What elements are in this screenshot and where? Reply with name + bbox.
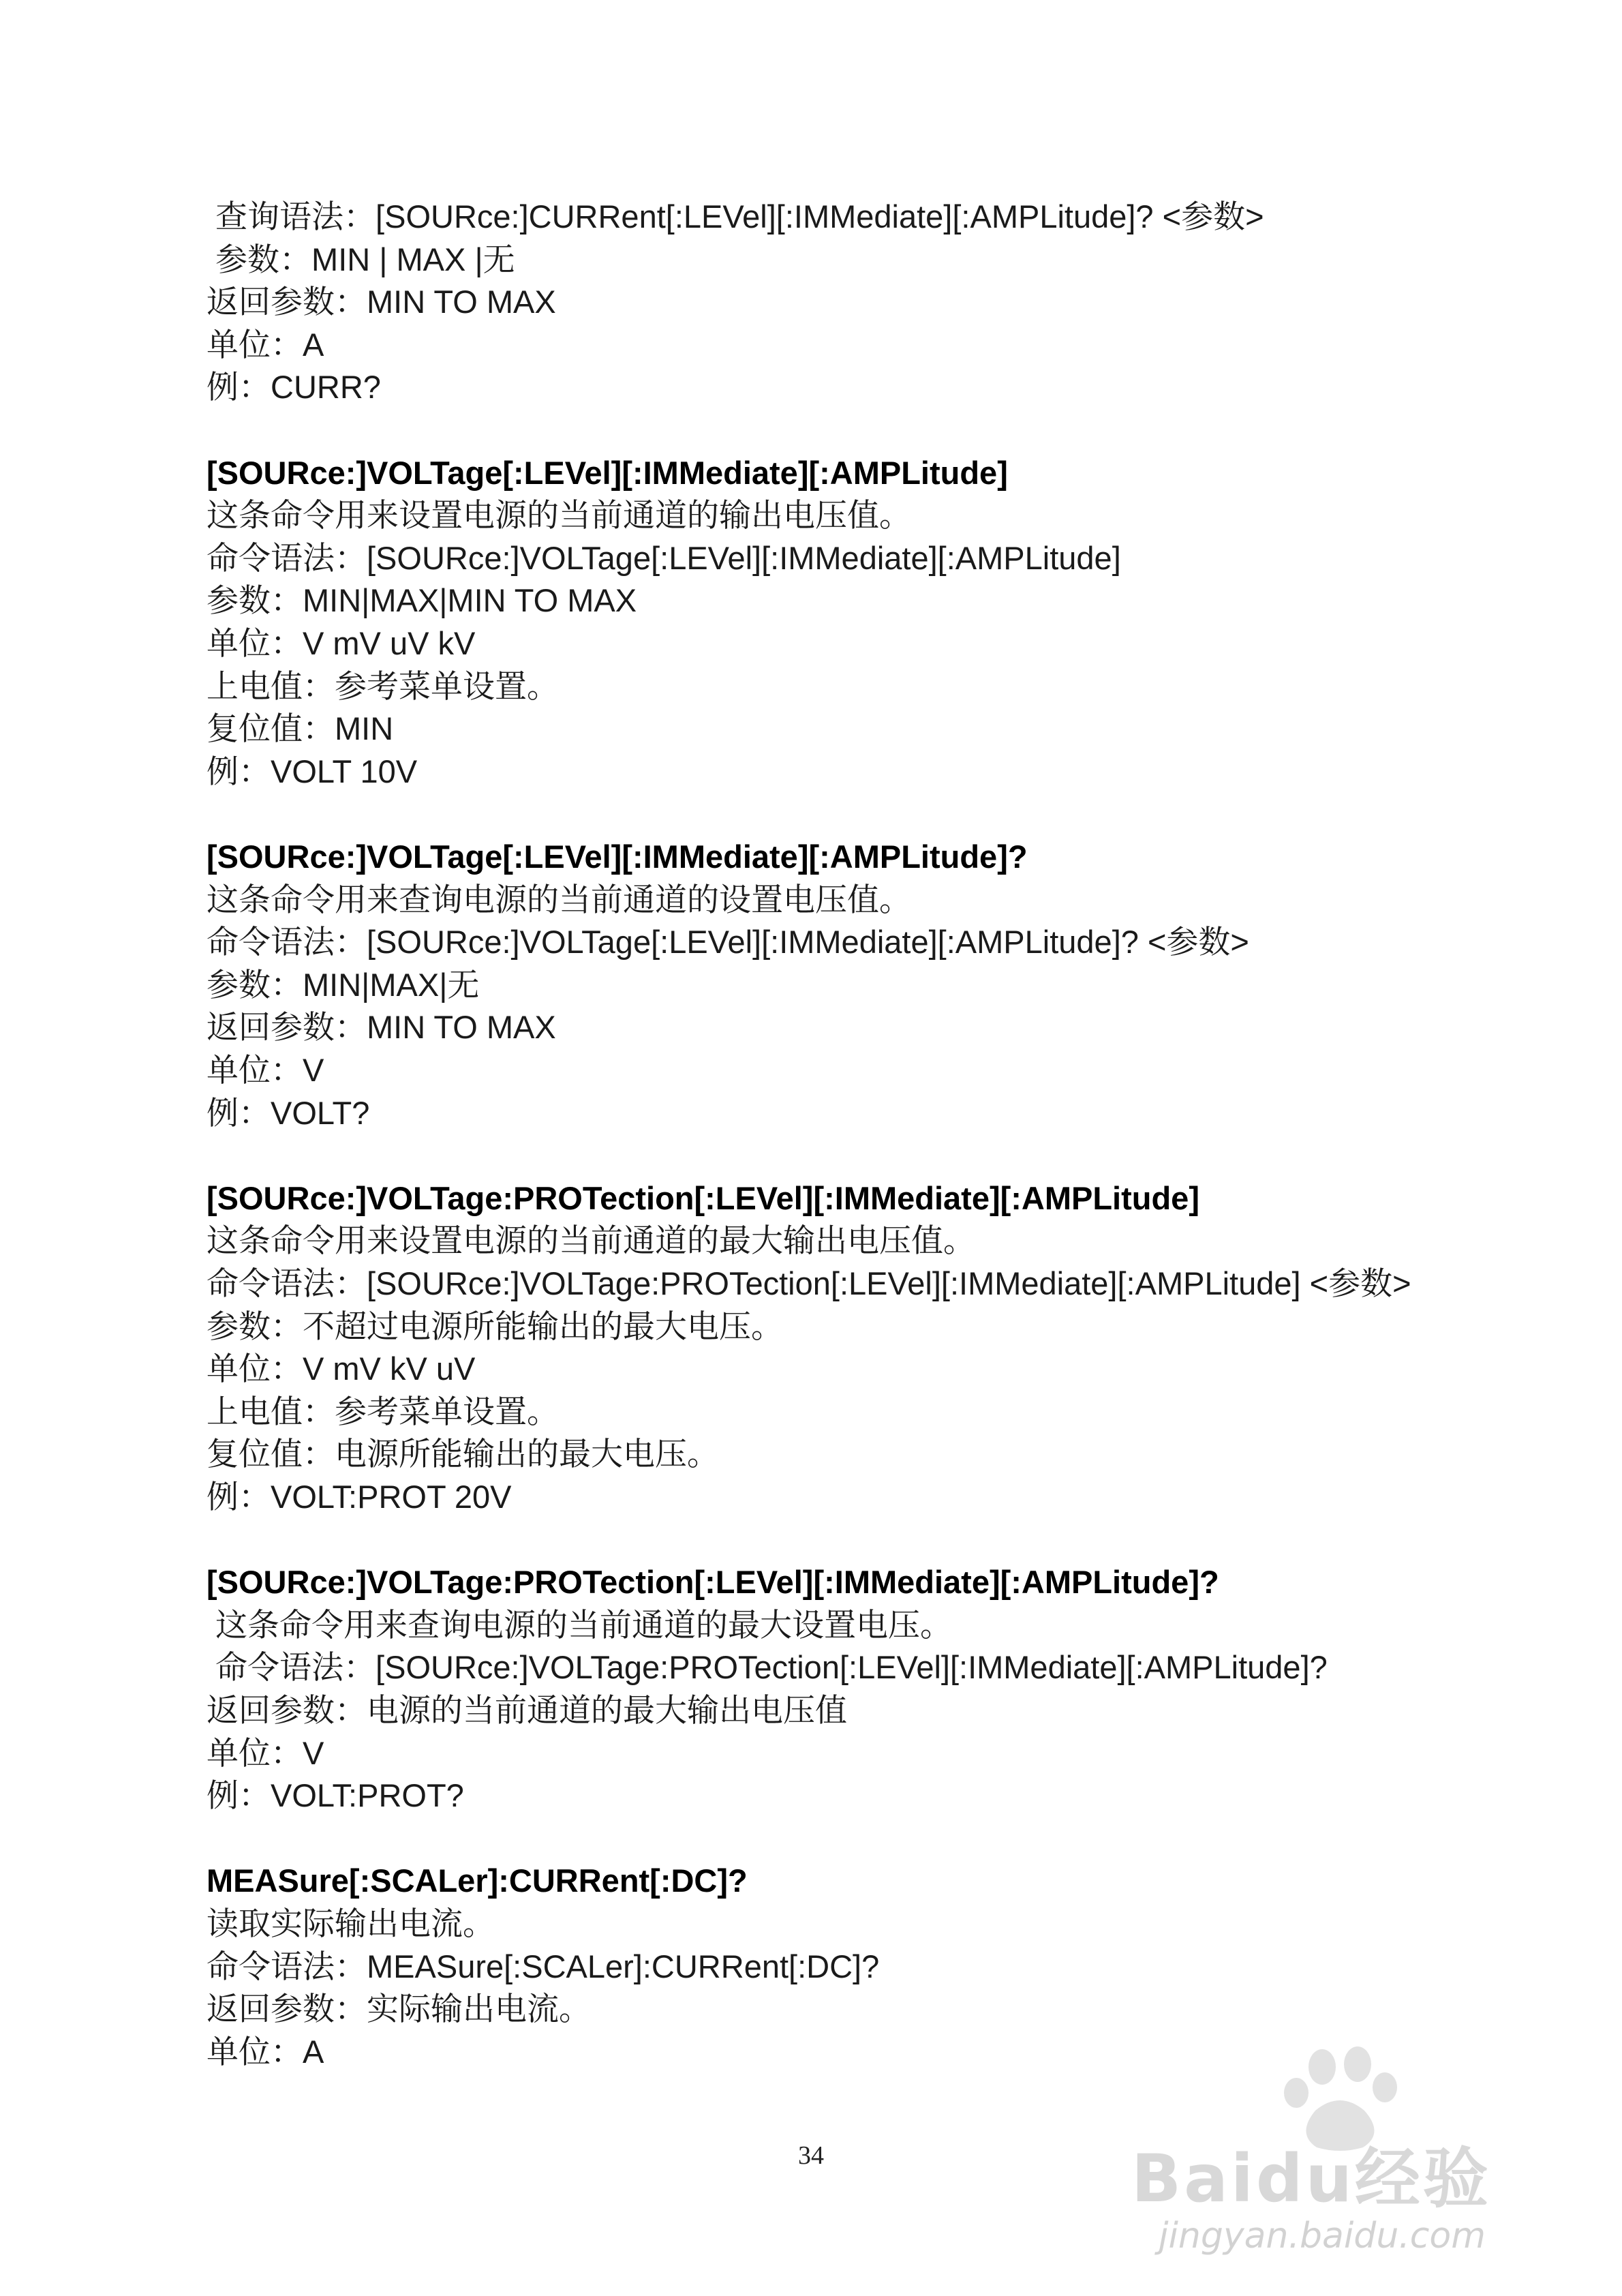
page-number: 34 bbox=[798, 2141, 824, 2170]
command-heading: [SOURce:]VOLTage:PROTection[:LEVel][:IMMediate][:AMPLitude] bbox=[206, 1179, 1199, 1216]
text-line: 单位：V bbox=[206, 1734, 324, 1771]
text-line: 返回参数：实际输出电流。 bbox=[206, 1991, 591, 2027]
text-line: 命令语法：[SOURce:]VOLTage:PROTection[:LEVel][:IMMediate][:AMPLitude]? bbox=[206, 1649, 1328, 1686]
text-line: 命令语法：[SOURce:]VOLTage[:LEVel][:IMMediate][:AMPLitude] bbox=[206, 539, 1121, 576]
command-heading: MEASure[:SCALer]:CURRent[:DC]? bbox=[206, 1862, 748, 1899]
text-line: 参数：MIN | MAX |无 bbox=[206, 241, 515, 277]
text-line: 单位：V bbox=[206, 1052, 324, 1088]
text-line: 例：VOLT:PROT? bbox=[206, 1777, 464, 1814]
text-line: 返回参数：电源的当前通道的最大输出电压值 bbox=[206, 1692, 847, 1728]
text-line: 返回参数：MIN TO MAX bbox=[206, 1009, 556, 1046]
command-heading: [SOURce:]VOLTage[:LEVel][:IMMediate][:AMPLitude]? bbox=[206, 839, 1028, 875]
text-line: 读取实际输出电流。 bbox=[206, 1905, 495, 1942]
text-line: 例：VOLT 10V bbox=[206, 753, 418, 789]
text-line: 参数：不超过电源所能输出的最大电压。 bbox=[206, 1308, 783, 1344]
text-line: 例：VOLT:PROT 20V bbox=[206, 1479, 512, 1515]
text-line: 例：VOLT? bbox=[206, 1094, 370, 1131]
text-line: 例：CURR? bbox=[206, 369, 381, 406]
text-line: 参数：MIN|MAX|无 bbox=[206, 966, 480, 1003]
text-line: 返回参数：MIN TO MAX bbox=[206, 284, 556, 320]
text-line: 单位：A bbox=[206, 326, 324, 363]
text-line: 复位值：MIN bbox=[206, 710, 394, 747]
text-line: 命令语法：[SOURce:]VOLTage[:LEVel][:IMMediate][:AMPLitude]? <参数> bbox=[206, 924, 1249, 961]
text-line: 上电值：参考菜单设置。 bbox=[206, 667, 559, 704]
text-line: 查询语法：[SOURce:]CURRent[:LEVel][:IMMediate][:AMPLitude]? <参数> bbox=[206, 198, 1264, 235]
text-line: 这条命令用来查询电源的当前通道的最大设置电压。 bbox=[206, 1606, 953, 1643]
text-line: 这条命令用来查询电源的当前通道的设置电压值。 bbox=[206, 881, 911, 918]
text-line: 单位：V mV uV kV bbox=[206, 625, 476, 661]
command-heading: [SOURce:]VOLTage[:LEVel][:IMMediate][:AMPLitude] bbox=[206, 454, 1008, 491]
text-line: 单位：A bbox=[206, 2033, 324, 2070]
text-line: 命令语法：MEASure[:SCALer]:CURRent[:DC]? bbox=[206, 1948, 880, 1984]
text-line: 这条命令用来设置电源的当前通道的最大输出电压值。 bbox=[206, 1222, 975, 1259]
text-line: 这条命令用来设置电源的当前通道的输出电压值。 bbox=[206, 497, 911, 534]
command-heading: [SOURce:]VOLTage:PROTection[:LEVel][:IMMediate][:AMPLitude]? bbox=[206, 1564, 1219, 1601]
text-line: 上电值：参考菜单设置。 bbox=[206, 1393, 559, 1430]
text-line: 参数：MIN|MAX|MIN TO MAX bbox=[206, 582, 637, 619]
watermark-url: jingyan.baidu.com bbox=[1159, 2216, 1486, 2256]
watermark-logo-text: Baidu经验 bbox=[1131, 2141, 1491, 2217]
text-line: 命令语法：[SOURce:]VOLTage:PROTection[:LEVel][:IMMediate][:AMPLitude] <参数> bbox=[206, 1265, 1411, 1301]
text-line: 复位值：电源所能输出的最大电压。 bbox=[206, 1436, 719, 1472]
baidu-watermark bbox=[1118, 2045, 1595, 2270]
text-line: 单位：V mV kV uV bbox=[206, 1350, 476, 1387]
